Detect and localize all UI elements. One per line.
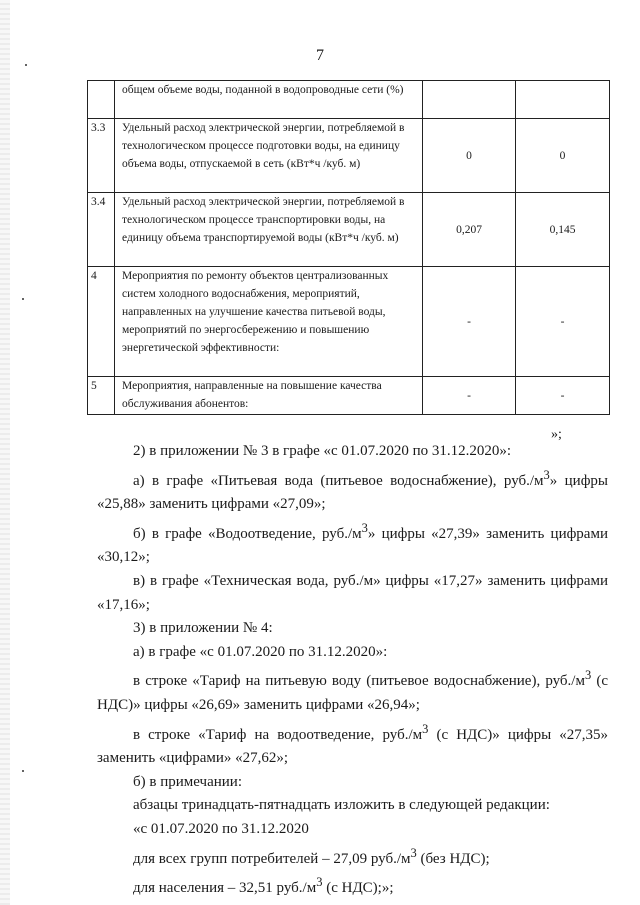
- row-number: 3.3: [88, 119, 115, 193]
- indicators-table: [87, 80, 610, 415]
- row-value-2: 0,145: [516, 193, 610, 267]
- row-value-2: [516, 81, 610, 119]
- row-description: Мероприятия, направленные на повышение качества обслуживания абонентов:: [115, 377, 423, 415]
- row-value-2: 0: [516, 119, 610, 193]
- paragraph: «с 01.07.2020 по 31.12.2020: [133, 820, 309, 837]
- paragraph: а) в графе «Питьевая вода (питьевое водоснабжение), $руб./м^3$» цифры «25,88» заменить цифрами «27,09»;: [97, 467, 608, 513]
- table-closing-quote: »;: [551, 427, 562, 442]
- paragraph: для населения – 32,51 $руб./м^3$ (с НДС);»;: [133, 875, 394, 897]
- scan-edge: [0, 0, 10, 905]
- row-number: [88, 81, 115, 119]
- row-description: общем объеме воды, поданной в водопроводные сети (%): [115, 81, 423, 119]
- paragraph: б) в графе «Водоотведение, $руб./м^3$» цифры «27,39» заменить цифрами «30,12»;: [97, 520, 608, 566]
- paragraph: для всех групп потребителей – 27,09 $руб./м^3$ (без НДС);: [133, 845, 490, 867]
- row-number: 4: [88, 267, 115, 377]
- row-value-1: -: [423, 267, 516, 377]
- paragraph: а) в графе «с 01.07.2020 по 31.12.2020»:: [133, 643, 388, 660]
- paragraph: в строке «Тариф на водоотведение, $руб./м^3$ (с НДС)» цифры «27,35» заменить «цифрами» «27,62»;: [97, 721, 608, 767]
- paragraph: в строке «Тариф на питьевую воду (питьевое водоснабжение), $руб./м^3$ (с НДС)» цифры «26,69» заменить цифрами «26,94»;: [97, 668, 609, 713]
- row-value-1: -: [423, 377, 516, 415]
- paragraph: 2) в приложении № 3 в графе «с 01.07.2020 по 31.12.2020»:: [133, 443, 512, 459]
- row-description: Мероприятия по ремонту объектов централизованных систем холодного водоснабжения, мероприятий, направленных на улучшение качества питьевой воды, мероприятий по энергосбережению и повышению энергетической эффективности:: [115, 267, 423, 377]
- row-value-2: -: [516, 267, 610, 377]
- paragraph: б) в примечании:: [133, 773, 242, 790]
- paragraph: абзацы тринадцать-пятнадцать изложить в следующей редакции:: [133, 797, 550, 814]
- paragraph: 3) в приложении № 4:: [133, 620, 273, 637]
- row-description: Удельный расход электрической энергии, потребляемой в технологическом процессе подготовки воды, на единицу объема воды, отпускаемой в сеть (кВт*ч /куб. м): [115, 119, 423, 193]
- table-row: [88, 119, 610, 193]
- row-number: 5: [88, 377, 115, 415]
- row-number: 3.4: [88, 193, 115, 267]
- page-number: 7: [316, 47, 324, 64]
- row-description: Удельный расход электрической энергии, потребляемой в технологическом процессе транспортировки воды, на единицу объема транспортируемой воды (кВт*ч /куб. м): [115, 193, 423, 267]
- table-row: [88, 377, 610, 415]
- table-row: [88, 193, 610, 267]
- amendment-text: [97, 440, 608, 901]
- table-row: [88, 267, 610, 377]
- row-value-1: 0: [423, 119, 516, 193]
- row-value-2: -: [516, 377, 610, 415]
- row-value-1: 0,207: [423, 193, 516, 267]
- scan-speck: [22, 770, 24, 772]
- scan-speck: [22, 298, 24, 300]
- table-row: [88, 81, 610, 119]
- paragraph: в) в графе «Техническая вода, руб./м» цифры «17,27» заменить цифрами «17,16»;: [97, 572, 608, 613]
- row-value-1: [423, 81, 516, 119]
